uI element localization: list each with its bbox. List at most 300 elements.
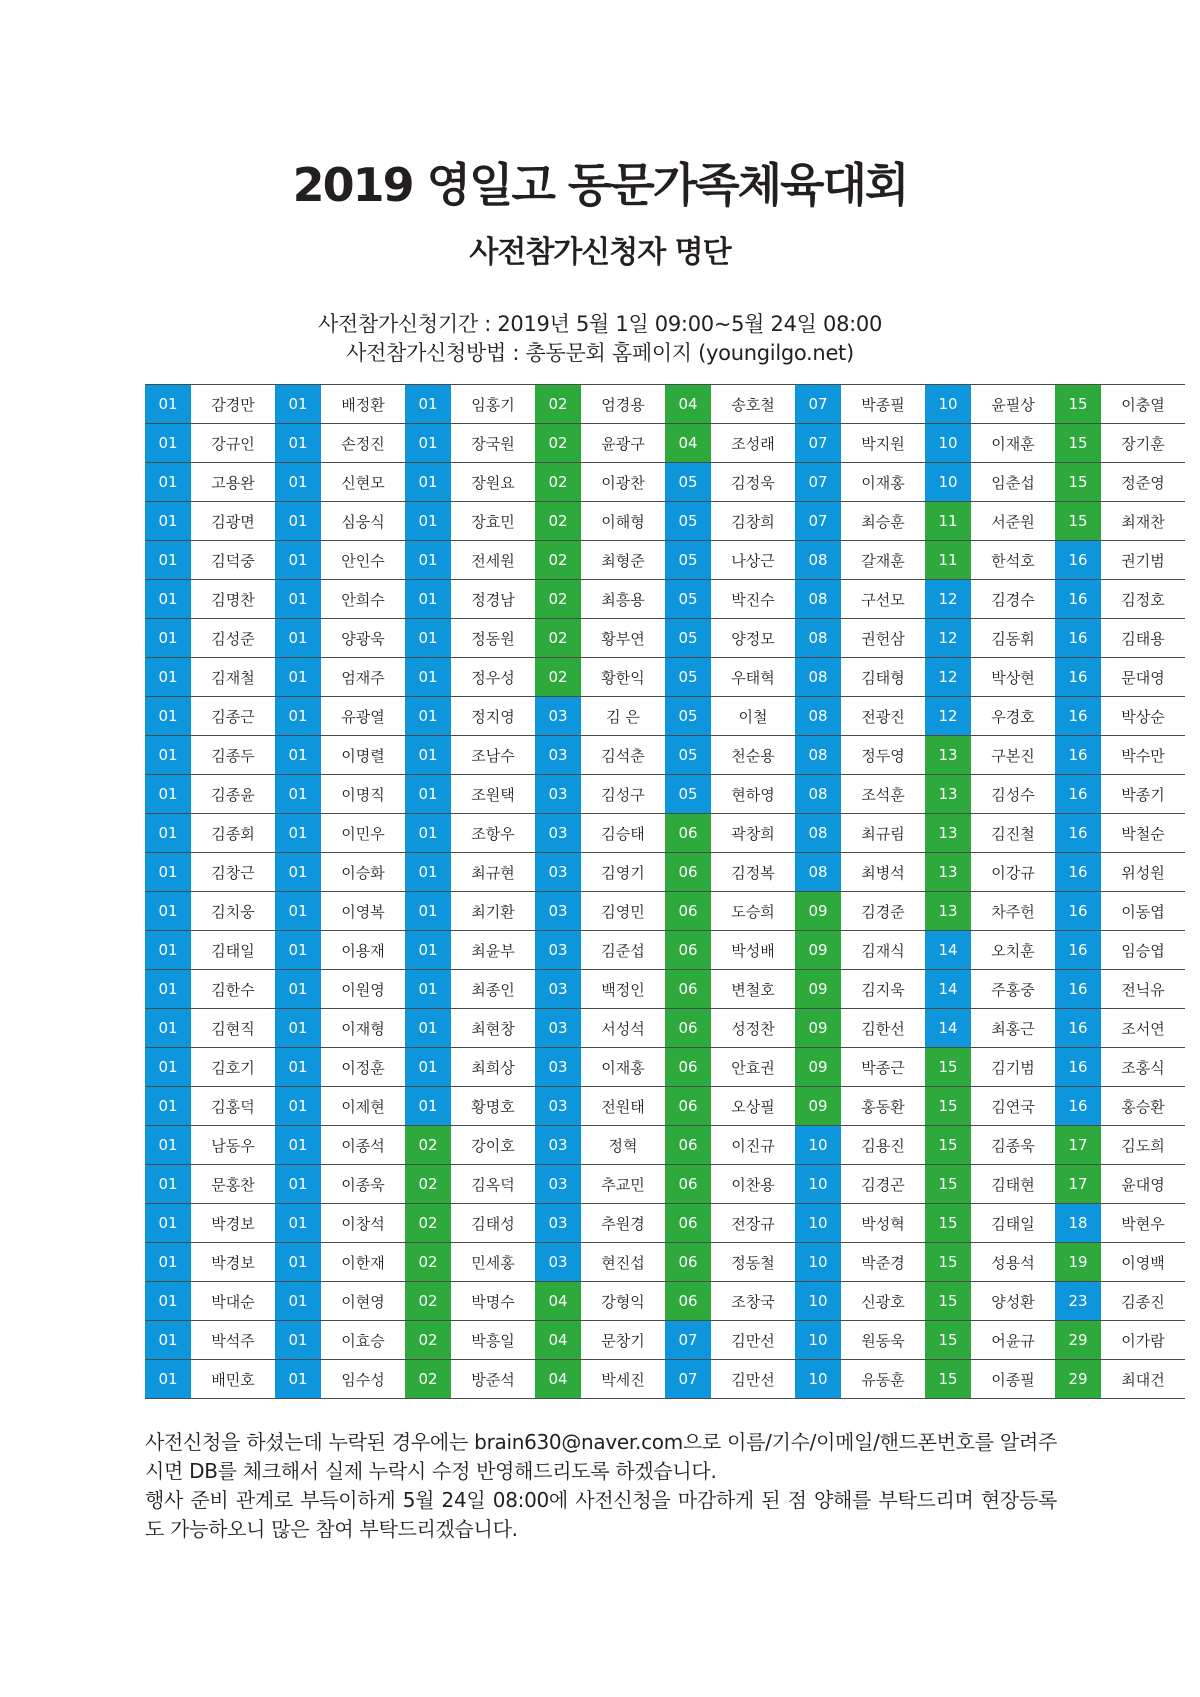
participant-name-cell: 이정훈 (321, 1048, 405, 1087)
table-row (145, 541, 1185, 580)
registration-method: 사전참가신청방법 : 총동문회 홈페이지 (youngilgo.net) (346, 341, 854, 365)
class-year-cell: 07 (795, 424, 841, 463)
participant-name-cell: 김현직 (191, 1009, 275, 1048)
class-year-cell: 06 (665, 931, 711, 970)
class-year-cell: 01 (275, 424, 321, 463)
participant-name-cell: 김창근 (191, 853, 275, 892)
class-year-cell: 01 (145, 1087, 191, 1126)
table-row (145, 1165, 1185, 1204)
class-year-cell: 02 (405, 1282, 451, 1321)
participant-name-cell: 양성환 (971, 1282, 1055, 1321)
class-year-cell: 01 (145, 541, 191, 580)
participant-name-cell: 정준영 (1101, 463, 1185, 502)
participant-name-cell: 이가람 (1101, 1321, 1185, 1360)
class-year-cell: 09 (795, 1009, 841, 1048)
class-year-cell: 01 (275, 1009, 321, 1048)
participant-name-cell: 김정호 (1101, 580, 1185, 619)
class-year-cell: 01 (275, 931, 321, 970)
participant-name-cell: 어윤규 (971, 1321, 1055, 1360)
participant-name-cell: 이승화 (321, 853, 405, 892)
participant-name-cell: 박성혁 (841, 1204, 925, 1243)
class-year-cell: 01 (405, 502, 451, 541)
participant-name-cell: 김용진 (841, 1126, 925, 1165)
participant-name-cell: 김영기 (581, 853, 665, 892)
class-year-cell: 16 (1055, 775, 1101, 814)
class-year-cell: 13 (925, 892, 971, 931)
table-row (145, 1360, 1185, 1399)
participant-name-cell: 이강규 (971, 853, 1055, 892)
class-year-cell: 01 (145, 1009, 191, 1048)
participant-name-cell: 조서연 (1101, 1009, 1185, 1048)
class-year-cell: 03 (535, 1126, 581, 1165)
class-year-cell: 15 (925, 1126, 971, 1165)
participant-name-cell: 이제현 (321, 1087, 405, 1126)
participant-name-cell: 최승훈 (841, 502, 925, 541)
class-year-cell: 01 (275, 736, 321, 775)
class-year-cell: 16 (1055, 736, 1101, 775)
class-year-cell: 15 (925, 1360, 971, 1399)
participant-name-cell: 최흥용 (581, 580, 665, 619)
class-year-cell: 12 (925, 619, 971, 658)
class-year-cell: 06 (665, 1009, 711, 1048)
class-year-cell: 15 (925, 1282, 971, 1321)
class-year-cell: 01 (405, 1009, 451, 1048)
table-row (145, 853, 1185, 892)
class-year-cell: 01 (145, 385, 191, 424)
participant-name-cell: 이종필 (971, 1360, 1055, 1399)
participant-name-cell: 윤광구 (581, 424, 665, 463)
participant-name-cell: 이재형 (321, 1009, 405, 1048)
class-year-cell: 23 (1055, 1282, 1101, 1321)
class-year-cell: 05 (665, 697, 711, 736)
participant-name-cell: 박진수 (711, 580, 795, 619)
class-year-cell: 01 (275, 892, 321, 931)
class-year-cell: 10 (925, 385, 971, 424)
participant-name-cell: 장국원 (451, 424, 535, 463)
table-row (145, 1009, 1185, 1048)
participant-name-cell: 구본진 (971, 736, 1055, 775)
participant-name-cell: 나상근 (711, 541, 795, 580)
participant-name-cell: 전세원 (451, 541, 535, 580)
participant-name-cell: 오치훈 (971, 931, 1055, 970)
participant-name-cell: 윤필상 (971, 385, 1055, 424)
table-row (145, 580, 1185, 619)
participant-name-cell: 추교민 (581, 1165, 665, 1204)
notice-paragraph: 행사 준비 관계로 부득이하게 5월 24일 08:00에 사전신청을 마감하게 된 점 양해를 부탁드리며 현장등록도 가능하오니 많은 참여 부탁드리겠습니다. (145, 1488, 1057, 1541)
participant-name-cell: 강형익 (581, 1282, 665, 1321)
table-row (145, 736, 1185, 775)
participant-name-cell: 박준경 (841, 1243, 925, 1282)
participant-name-cell: 조원택 (451, 775, 535, 814)
class-year-cell: 03 (535, 1204, 581, 1243)
class-year-cell: 05 (665, 775, 711, 814)
table-row (145, 931, 1185, 970)
class-year-cell: 02 (405, 1360, 451, 1399)
class-year-cell: 06 (665, 1243, 711, 1282)
participant-name-cell: 김종회 (191, 814, 275, 853)
class-year-cell: 01 (275, 775, 321, 814)
class-year-cell: 01 (275, 1321, 321, 1360)
participant-name-cell: 갈재훈 (841, 541, 925, 580)
participant-name-cell: 이현영 (321, 1282, 405, 1321)
participant-name-cell: 최규림 (841, 814, 925, 853)
class-year-cell: 01 (275, 385, 321, 424)
class-year-cell: 01 (405, 970, 451, 1009)
participant-name-cell: 김승태 (581, 814, 665, 853)
class-year-cell: 08 (795, 541, 841, 580)
class-year-cell: 01 (405, 580, 451, 619)
class-year-cell: 02 (535, 619, 581, 658)
class-year-cell: 05 (665, 658, 711, 697)
class-year-cell: 01 (405, 775, 451, 814)
class-year-cell: 18 (1055, 1204, 1101, 1243)
class-year-cell: 03 (535, 970, 581, 1009)
class-year-cell: 07 (665, 1360, 711, 1399)
class-year-cell: 04 (535, 1321, 581, 1360)
participant-name-cell: 이광찬 (581, 463, 665, 502)
table-row (145, 463, 1185, 502)
class-year-cell: 01 (145, 658, 191, 697)
class-year-cell: 10 (795, 1360, 841, 1399)
class-year-cell: 15 (925, 1321, 971, 1360)
participant-name-cell: 감경만 (191, 385, 275, 424)
class-year-cell: 01 (275, 970, 321, 1009)
class-year-cell: 04 (535, 1282, 581, 1321)
class-year-cell: 01 (405, 853, 451, 892)
class-year-cell: 16 (1055, 697, 1101, 736)
participant-name-cell: 백정인 (581, 970, 665, 1009)
class-year-cell: 02 (405, 1204, 451, 1243)
participant-name-cell: 김동휘 (971, 619, 1055, 658)
class-year-cell: 01 (145, 1321, 191, 1360)
class-year-cell: 01 (145, 931, 191, 970)
class-year-cell: 16 (1055, 1009, 1101, 1048)
participant-name-cell: 이민우 (321, 814, 405, 853)
class-year-cell: 02 (535, 424, 581, 463)
participant-name-cell: 이재홍 (841, 463, 925, 502)
participant-name-cell: 현진섭 (581, 1243, 665, 1282)
class-year-cell: 02 (405, 1243, 451, 1282)
class-year-cell: 01 (275, 1165, 321, 1204)
participant-name-cell: 우태혁 (711, 658, 795, 697)
participant-name-cell: 김석춘 (581, 736, 665, 775)
class-year-cell: 01 (145, 853, 191, 892)
class-year-cell: 13 (925, 853, 971, 892)
class-year-cell: 07 (665, 1321, 711, 1360)
class-year-cell: 01 (275, 1360, 321, 1399)
participant-name-cell: 김정복 (711, 853, 795, 892)
participant-name-cell: 조남수 (451, 736, 535, 775)
table-row (145, 1282, 1185, 1321)
participant-name-cell: 김만선 (711, 1360, 795, 1399)
class-year-cell: 10 (795, 1282, 841, 1321)
participant-name-cell: 조홍식 (1101, 1048, 1185, 1087)
participant-name-cell: 윤대영 (1101, 1165, 1185, 1204)
class-year-cell: 02 (535, 541, 581, 580)
participant-name-cell: 신현모 (321, 463, 405, 502)
participant-name-cell: 민세홍 (451, 1243, 535, 1282)
participant-name-cell: 최형준 (581, 541, 665, 580)
participant-name-cell: 김성수 (971, 775, 1055, 814)
class-year-cell: 01 (405, 424, 451, 463)
participant-name-cell: 김종윤 (191, 775, 275, 814)
class-year-cell: 16 (1055, 853, 1101, 892)
participant-name-cell: 장효민 (451, 502, 535, 541)
participant-name-cell: 박성배 (711, 931, 795, 970)
class-year-cell: 01 (405, 814, 451, 853)
table-row (145, 892, 1185, 931)
class-year-cell: 16 (1055, 931, 1101, 970)
participant-name-cell: 박수만 (1101, 736, 1185, 775)
participant-name-cell: 김태일 (191, 931, 275, 970)
participant-name-cell: 이원영 (321, 970, 405, 1009)
table-row (145, 619, 1185, 658)
participant-name-cell: 홍승환 (1101, 1087, 1185, 1126)
class-year-cell: 02 (405, 1321, 451, 1360)
participant-name-cell: 박종기 (1101, 775, 1185, 814)
participant-name-cell: 조성래 (711, 424, 795, 463)
class-year-cell: 01 (145, 580, 191, 619)
participant-name-cell: 현하영 (711, 775, 795, 814)
class-year-cell: 03 (535, 814, 581, 853)
participant-name-cell: 이해형 (581, 502, 665, 541)
class-year-cell: 01 (275, 1126, 321, 1165)
table-row (145, 1048, 1185, 1087)
participant-name-cell: 김성준 (191, 619, 275, 658)
participant-name-cell: 김광면 (191, 502, 275, 541)
participant-name-cell: 김재철 (191, 658, 275, 697)
participant-name-cell: 김도희 (1101, 1126, 1185, 1165)
participant-name-cell: 도승희 (711, 892, 795, 931)
class-year-cell: 09 (795, 892, 841, 931)
participant-name-cell: 서성석 (581, 1009, 665, 1048)
participant-name-cell: 김재식 (841, 931, 925, 970)
class-year-cell: 03 (535, 1009, 581, 1048)
participant-name-cell: 이진규 (711, 1126, 795, 1165)
class-year-cell: 03 (535, 697, 581, 736)
participant-name-cell: 이창석 (321, 1204, 405, 1243)
participant-name-cell: 이영백 (1101, 1243, 1185, 1282)
participant-name-cell: 전장규 (711, 1204, 795, 1243)
class-year-cell: 11 (925, 502, 971, 541)
class-year-cell: 08 (795, 619, 841, 658)
participant-name-cell: 이한재 (321, 1243, 405, 1282)
participant-name-cell: 곽창희 (711, 814, 795, 853)
participant-name-cell: 이충열 (1101, 385, 1185, 424)
class-year-cell: 06 (665, 853, 711, 892)
participant-name-cell: 조창국 (711, 1282, 795, 1321)
participant-name-cell: 조항우 (451, 814, 535, 853)
participant-name-cell: 정동철 (711, 1243, 795, 1282)
class-year-cell: 06 (665, 970, 711, 1009)
participant-name-cell: 이명렬 (321, 736, 405, 775)
class-year-cell: 14 (925, 931, 971, 970)
participant-name-cell: 강규인 (191, 424, 275, 463)
participant-name-cell: 김태형 (841, 658, 925, 697)
class-year-cell: 15 (1055, 424, 1101, 463)
class-year-cell: 10 (795, 1165, 841, 1204)
class-year-cell: 03 (535, 1243, 581, 1282)
participant-name-cell: 박흥일 (451, 1321, 535, 1360)
class-year-cell: 10 (795, 1243, 841, 1282)
participant-name-cell: 남동우 (191, 1126, 275, 1165)
class-year-cell: 04 (535, 1360, 581, 1399)
participant-name-cell: 김창희 (711, 502, 795, 541)
class-year-cell: 06 (665, 814, 711, 853)
participant-name-cell: 김한선 (841, 1009, 925, 1048)
class-year-cell: 10 (795, 1204, 841, 1243)
class-year-cell: 03 (535, 1048, 581, 1087)
participant-name-cell: 차주헌 (971, 892, 1055, 931)
class-year-cell: 05 (665, 463, 711, 502)
class-year-cell: 09 (795, 1087, 841, 1126)
participant-name-cell: 오상필 (711, 1087, 795, 1126)
class-year-cell: 02 (535, 463, 581, 502)
class-year-cell: 12 (925, 697, 971, 736)
class-year-cell: 05 (665, 541, 711, 580)
class-year-cell: 01 (405, 697, 451, 736)
participant-name-cell: 이철 (711, 697, 795, 736)
participant-name-cell: 고용완 (191, 463, 275, 502)
class-year-cell: 12 (925, 580, 971, 619)
participant-name-cell: 박종근 (841, 1048, 925, 1087)
participant-name-cell: 박세진 (581, 1360, 665, 1399)
class-year-cell: 17 (1055, 1165, 1101, 1204)
participant-name-cell: 황부연 (581, 619, 665, 658)
page-title: 2019 영일고 동문가족체육대회 (292, 158, 908, 212)
table-row (145, 1204, 1185, 1243)
table-row (145, 814, 1185, 853)
participant-name-cell: 임춘섭 (971, 463, 1055, 502)
participant-name-cell: 김종두 (191, 736, 275, 775)
class-year-cell: 06 (665, 1126, 711, 1165)
participant-name-cell: 김만선 (711, 1321, 795, 1360)
participant-name-cell: 심웅식 (321, 502, 405, 541)
class-year-cell: 03 (535, 892, 581, 931)
participant-name-cell: 유광열 (321, 697, 405, 736)
participant-name-cell: 김홍덕 (191, 1087, 275, 1126)
class-year-cell: 01 (145, 736, 191, 775)
class-year-cell: 03 (535, 775, 581, 814)
class-year-cell: 01 (275, 1204, 321, 1243)
class-year-cell: 16 (1055, 580, 1101, 619)
class-year-cell: 01 (145, 463, 191, 502)
participant-name-cell: 김명찬 (191, 580, 275, 619)
participant-name-cell: 김진철 (971, 814, 1055, 853)
participant-name-cell: 정두영 (841, 736, 925, 775)
class-year-cell: 14 (925, 970, 971, 1009)
class-year-cell: 02 (535, 502, 581, 541)
class-year-cell: 15 (925, 1048, 971, 1087)
participant-name-cell: 김태일 (971, 1204, 1055, 1243)
participant-name-cell: 김옥덕 (451, 1165, 535, 1204)
participant-name-cell: 이동엽 (1101, 892, 1185, 931)
class-year-cell: 29 (1055, 1360, 1101, 1399)
participant-name-cell: 장원요 (451, 463, 535, 502)
participant-name-cell: 최윤부 (451, 931, 535, 970)
class-year-cell: 06 (665, 1165, 711, 1204)
class-year-cell: 01 (145, 697, 191, 736)
participant-name-cell: 천순용 (711, 736, 795, 775)
class-year-cell: 13 (925, 775, 971, 814)
class-year-cell: 06 (665, 1204, 711, 1243)
class-year-cell: 01 (275, 580, 321, 619)
table-row (145, 424, 1185, 463)
participant-name-cell: 김종근 (191, 697, 275, 736)
participant-name-cell: 김종욱 (971, 1126, 1055, 1165)
participant-name-cell: 정지영 (451, 697, 535, 736)
class-year-cell: 09 (795, 970, 841, 1009)
class-year-cell: 08 (795, 658, 841, 697)
participant-name-cell: 박경보 (191, 1243, 275, 1282)
participant-name-cell: 박현우 (1101, 1204, 1185, 1243)
participant-name-cell: 정경남 (451, 580, 535, 619)
participant-name-cell: 임홍기 (451, 385, 535, 424)
participant-name-cell: 최대건 (1101, 1360, 1185, 1399)
participant-name-cell: 정동원 (451, 619, 535, 658)
roster-table (145, 384, 1185, 1399)
participant-name-cell: 이용재 (321, 931, 405, 970)
class-year-cell: 01 (405, 736, 451, 775)
class-year-cell: 08 (795, 580, 841, 619)
class-year-cell: 16 (1055, 541, 1101, 580)
class-year-cell: 16 (1055, 814, 1101, 853)
class-year-cell: 07 (795, 463, 841, 502)
participant-name-cell: 최종인 (451, 970, 535, 1009)
participant-name-cell: 이영복 (321, 892, 405, 931)
class-year-cell: 08 (795, 736, 841, 775)
class-year-cell: 01 (145, 1126, 191, 1165)
class-year-cell: 01 (145, 970, 191, 1009)
participant-name-cell: 최기환 (451, 892, 535, 931)
class-year-cell: 06 (665, 1282, 711, 1321)
class-year-cell: 01 (145, 1360, 191, 1399)
participant-name-cell: 전광진 (841, 697, 925, 736)
page-subtitle: 사전참가신청자 명단 (469, 235, 731, 270)
class-year-cell: 01 (275, 1282, 321, 1321)
class-year-cell: 01 (275, 853, 321, 892)
class-year-cell: 03 (535, 853, 581, 892)
participant-name-cell: 최재찬 (1101, 502, 1185, 541)
class-year-cell: 10 (925, 463, 971, 502)
participant-name-cell: 이재홍 (581, 1048, 665, 1087)
class-year-cell: 06 (665, 892, 711, 931)
class-year-cell: 02 (405, 1126, 451, 1165)
participant-name-cell: 문홍찬 (191, 1165, 275, 1204)
participant-name-cell: 이종석 (321, 1126, 405, 1165)
participant-name-cell: 문창기 (581, 1321, 665, 1360)
participant-name-cell: 정혁 (581, 1126, 665, 1165)
participant-name-cell: 김 은 (581, 697, 665, 736)
participant-name-cell: 최규현 (451, 853, 535, 892)
class-year-cell: 16 (1055, 892, 1101, 931)
participant-name-cell: 배민호 (191, 1360, 275, 1399)
notice (145, 1428, 1057, 1544)
table-row (145, 697, 1185, 736)
participant-name-cell: 홍동환 (841, 1087, 925, 1126)
participant-name-cell: 우경호 (971, 697, 1055, 736)
participant-name-cell: 김태용 (1101, 619, 1185, 658)
class-year-cell: 17 (1055, 1126, 1101, 1165)
class-year-cell: 01 (145, 1243, 191, 1282)
participant-name-cell: 김호기 (191, 1048, 275, 1087)
class-year-cell: 15 (1055, 385, 1101, 424)
participant-name-cell: 최희상 (451, 1048, 535, 1087)
class-year-cell: 16 (1055, 970, 1101, 1009)
registration-period: 사전참가신청기간 : 2019년 5월 1일 09:00~5월 24일 08:00 (317, 312, 883, 336)
class-year-cell: 01 (145, 775, 191, 814)
table-row (145, 1126, 1185, 1165)
